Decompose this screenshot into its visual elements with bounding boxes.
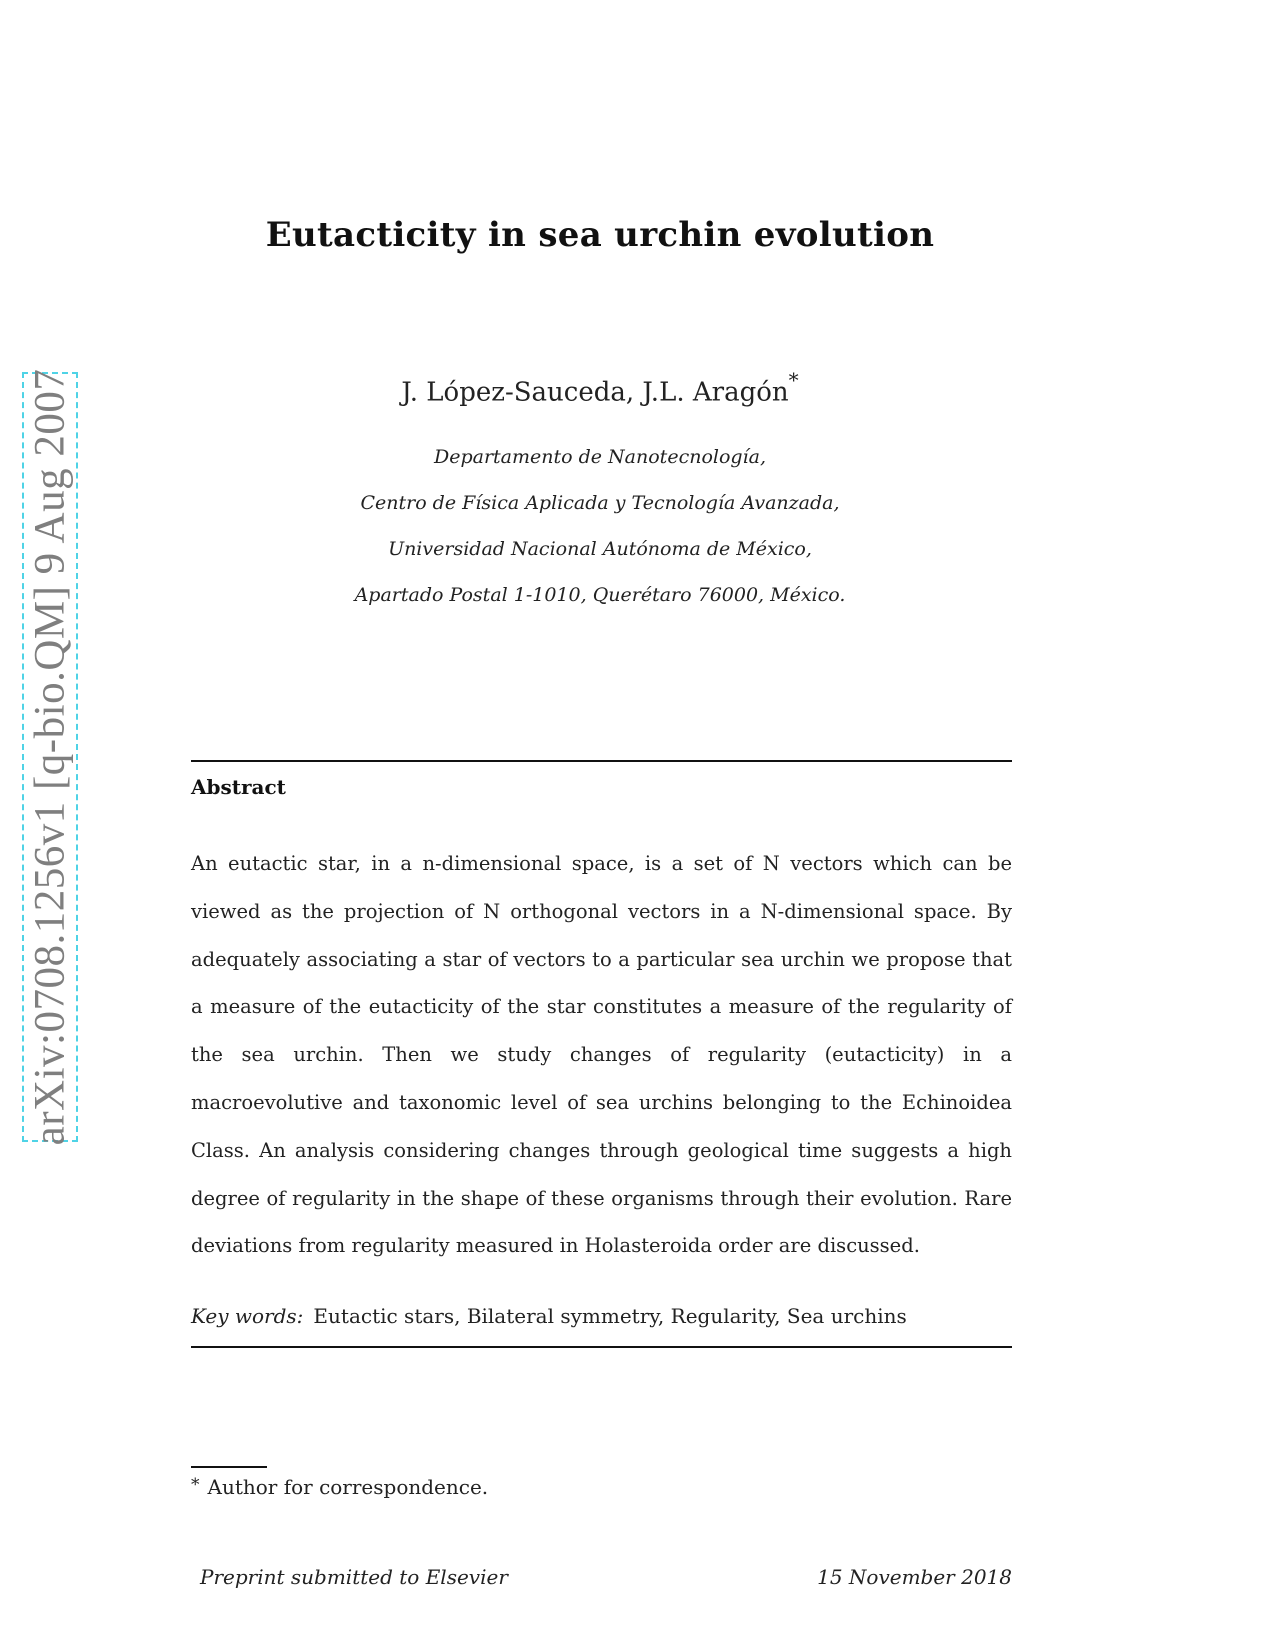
preprint-note: Preprint submitted to Elsevier — [200, 1565, 508, 1589]
footnote — [191, 1475, 488, 1499]
affiliation-line-1: Departamento de Nanotecnología, — [433, 446, 767, 468]
abstract-body: An eutactic star, in a n-dimensional space, is a set of N vectors which can be viewed as the projection of N orthogonal vectors in a N-dimensional space. By adequately associating a star of vectors to a particular sea urchin we propose that a measure of the eutacticity of the star constitutes a measure of the regularity of the sea urchin. Then we study changes of regularity (eutacticity) in a macroevolutive and taxonomic level of sea urchins belonging to the Echinoidea Class. An analysis considering changes through geological time suggests a high degree of regularity in the shape of these organisms through their evolution. Rare deviations from regularity measured in Holasteroida order are discussed. — [191, 852, 1012, 1258]
arxiv-stamp[interactable] — [22, 368, 78, 1146]
abstract-bottom-rule — [191, 1346, 1012, 1348]
footnote-rule — [191, 1466, 267, 1468]
arxiv-identifier: arXiv:0708.1256v1 [q-bio.QM] 9 Aug 2007 — [26, 368, 74, 1146]
abstract-heading: Abstract — [191, 775, 286, 799]
footnote-mark: * — [191, 1475, 200, 1495]
author-footnote-mark: * — [788, 368, 799, 392]
affiliation-line-4: Apartado Postal 1-1010, Querétaro 76000, México. — [354, 584, 846, 606]
keywords-value: Eutactic stars, Bilateral symmetry, Regularity, Sea urchins — [313, 1304, 907, 1328]
affiliation-line-2: Centro de Física Aplicada y Tecnología Avanzada, — [360, 492, 840, 514]
affiliation-line-3: Universidad Nacional Autónoma de México, — [388, 538, 812, 560]
paper-title: Eutacticity in sea urchin evolution — [265, 214, 935, 255]
keywords — [191, 1304, 907, 1328]
author-names: J. López-Sauceda, J.L. Aragón — [401, 377, 789, 408]
footnote-text: Author for correspondence. — [207, 1475, 489, 1499]
abstract-top-rule — [191, 760, 1012, 762]
author-list — [0, 368, 1200, 408]
keywords-label: Key words: — [191, 1304, 304, 1328]
preprint-date: 15 November 2018 — [817, 1565, 1012, 1589]
